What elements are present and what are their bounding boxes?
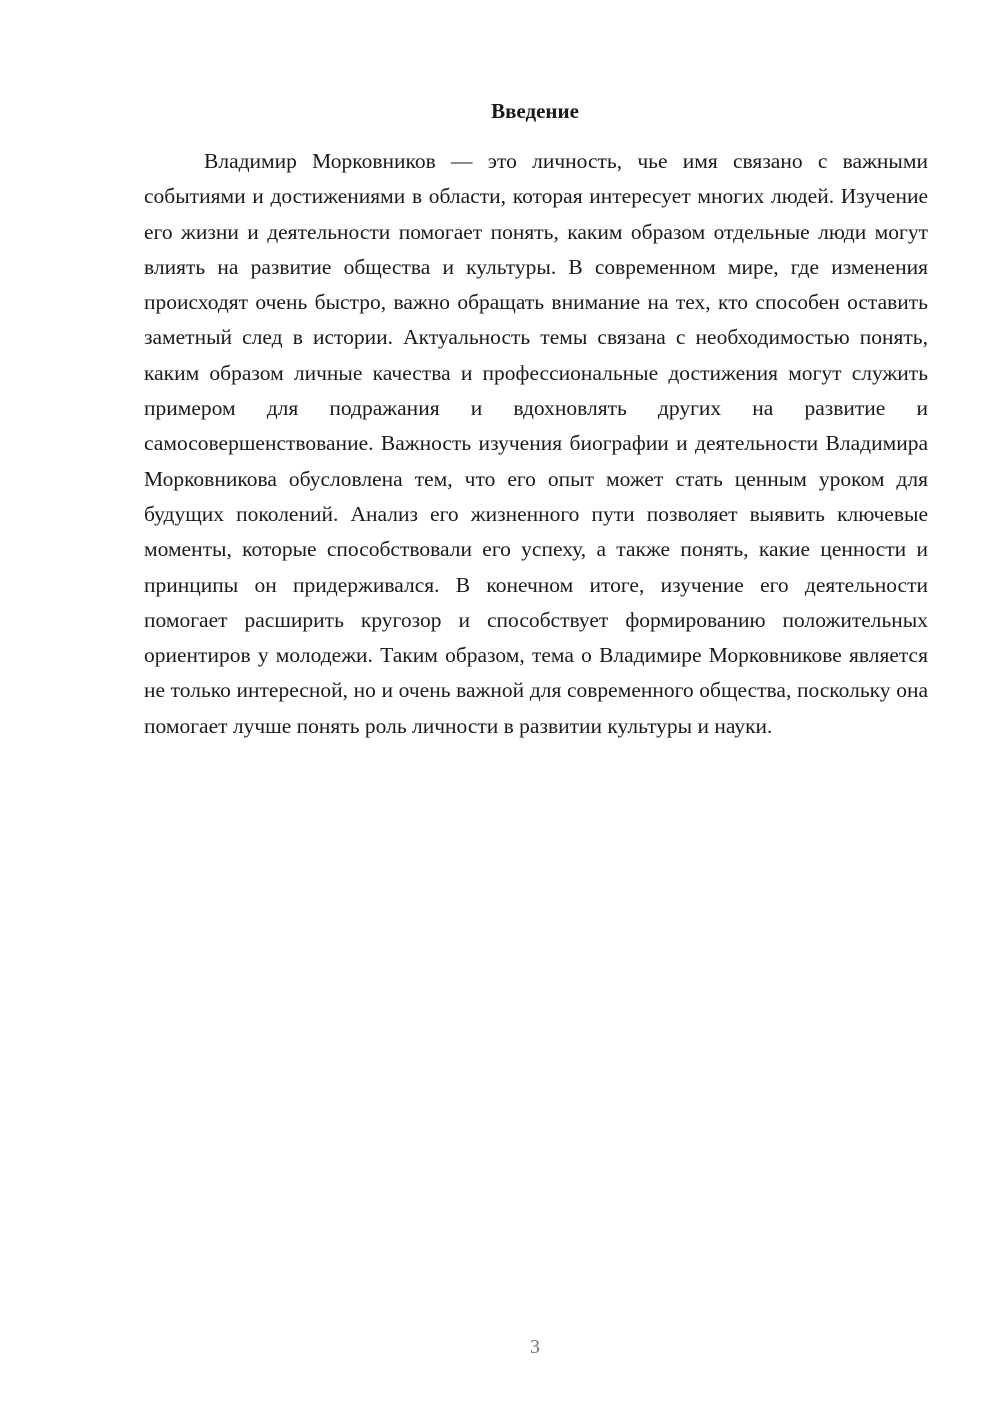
section-heading: Введение	[491, 99, 579, 123]
body-paragraph: Владимир Морковников — это личность, чье имя связано с важными событиями и достижениями в области, которая интересует многих людей. Изучение его жизни и деятельности помогает понять, каким образом отдельные люди могут влиять на развитие общества и культуры. В современном мире, где изменения происходят очень быстро, важно обращать внимание на тех, кто способен оставить заметный след в истории. Актуальность темы связана с необходимостью понять, каким образом личные качества и профессиональные достижения могут служить примером для подражания и вдохновлять других на развитие и самосовершенствование. Важность изучения биографии и деятельности Владимира Морковникова обусловлена тем, что его опыт может стать ценным уроком для будущих поколений. Анализ его жизненного пути позволяет выявить ключевые моменты, которые способствовали его успеху, а также понять, какие ценности и принципы он придерживался. В конечном итоге, изучение его деятельности помогает расширить кругозор и способствует формированию положительных ориентиров у молодежи. Таким образом, тема о Владимире Морковникове является не только интересной, но и очень важной для современного общества, поскольку она помогает лучше понять роль личности в развитии культуры и науки.	[144, 149, 928, 738]
page-number: 3	[530, 1336, 540, 1358]
